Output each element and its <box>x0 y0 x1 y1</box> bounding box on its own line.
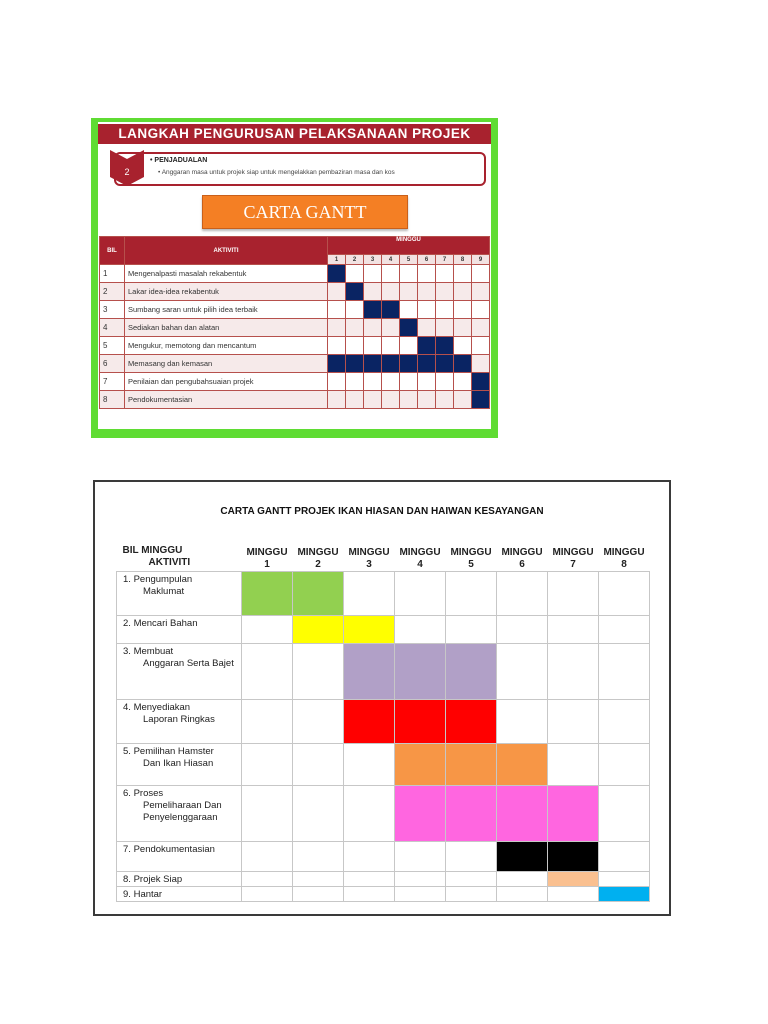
gantt-cell <box>599 887 650 902</box>
activity-number: 2. <box>123 618 131 629</box>
slide-title: LANGKAH PENGURUSAN PELAKSANAAN PROJEK <box>98 124 491 144</box>
activity-label <box>117 700 242 744</box>
gantt-bar <box>395 744 445 785</box>
step-subtext: • Anggaran masa untuk projek siap untuk mengelakkan pembaziran masa dan kos <box>158 169 395 176</box>
activity-row <box>117 644 650 700</box>
week-header-1 <box>242 545 293 572</box>
gantt-cell <box>293 644 344 700</box>
gantt-cell <box>446 744 497 786</box>
gantt-bar <box>446 700 496 743</box>
gantt-cell <box>446 572 497 616</box>
gantt-cell <box>599 842 650 872</box>
slide-row <box>100 355 490 373</box>
gantt-bar <box>548 872 598 886</box>
slide-row <box>100 319 490 337</box>
slide-gantt-table <box>99 236 490 409</box>
gantt-cell <box>344 786 395 842</box>
slide-gantt-cell <box>364 373 382 391</box>
slide-row <box>100 301 490 319</box>
carta-gantt-banner: CARTA GANTT <box>202 195 408 229</box>
slide-gantt-cell <box>472 265 490 283</box>
gantt-cell <box>548 616 599 644</box>
slide-gantt-cell <box>382 319 400 337</box>
activity-name: Membuat <box>133 646 174 657</box>
slide-week-7: 7 <box>436 255 454 265</box>
slide-gantt-bar <box>418 337 436 355</box>
slide-week-8: 8 <box>454 255 472 265</box>
gantt-cell <box>599 786 650 842</box>
week-header-2 <box>293 545 344 572</box>
gantt-cell <box>548 644 599 700</box>
week-header-4 <box>395 545 446 572</box>
slide-row-activity: Penilaian dan pengubahsuaian projek <box>125 373 328 391</box>
gantt-cell <box>446 842 497 872</box>
slide-gantt-cell <box>436 319 454 337</box>
week-header-number: 1 <box>264 559 270 570</box>
activity-name: Pemilihan Hamster <box>133 746 214 757</box>
activity-number: 9. <box>123 889 131 900</box>
activity-name-continued: Dan Ikan Hiasan <box>143 758 214 769</box>
activity-label <box>117 744 242 786</box>
gantt-bar <box>344 616 394 643</box>
gantt-bar <box>395 786 445 841</box>
slide-gantt-cell <box>418 301 436 319</box>
step-number: 2 <box>124 167 130 177</box>
activity-label <box>117 616 242 644</box>
activity-row <box>117 887 650 902</box>
gantt-bar <box>497 842 547 871</box>
week-header-number: 8 <box>621 559 627 570</box>
gantt-cell <box>293 786 344 842</box>
week-header-number: 6 <box>519 559 525 570</box>
activity-row <box>117 786 650 842</box>
gantt-cell <box>293 572 344 616</box>
week-header-word: MINGGU <box>246 547 288 558</box>
slide-gantt-cell <box>346 301 364 319</box>
activity-name-continued: Pemeliharaan Dan Penyelenggaraan <box>143 800 222 823</box>
gantt-cell <box>344 700 395 744</box>
slide-image <box>91 118 498 438</box>
slide-gantt-cell <box>472 355 490 373</box>
slide-gantt-bar <box>472 373 490 391</box>
gantt-cell <box>497 887 548 902</box>
slide-week-3: 3 <box>364 255 382 265</box>
slide-row-number: 4 <box>100 319 125 337</box>
gantt-cell <box>497 616 548 644</box>
slide-row <box>100 337 490 355</box>
week-header-number: 7 <box>570 559 576 570</box>
slide-row <box>100 391 490 409</box>
slide-gantt-cell <box>400 283 418 301</box>
week-header-word: MINGGU <box>450 547 492 558</box>
gantt-cell <box>344 616 395 644</box>
slide-gantt-cell <box>382 283 400 301</box>
gantt-cell <box>599 644 650 700</box>
gantt-cell <box>293 616 344 644</box>
gantt-bar <box>446 744 496 785</box>
gantt-cell <box>446 872 497 887</box>
gantt-bar <box>599 887 649 901</box>
step-heading: • PENJADUALAN <box>150 157 208 164</box>
slide-gantt-cell <box>328 373 346 391</box>
week-header-word: MINGGU <box>399 547 441 558</box>
slide-row-activity: Mengenalpasti masalah rekabentuk <box>125 265 328 283</box>
slide-row-number: 8 <box>100 391 125 409</box>
slide-row <box>100 265 490 283</box>
gantt-cell <box>548 744 599 786</box>
slide-gantt-cell <box>400 301 418 319</box>
gantt-chart-document <box>93 480 671 916</box>
slide-gantt-bar <box>418 355 436 373</box>
slide-gantt-bar <box>454 355 472 373</box>
gantt-cell <box>395 700 446 744</box>
gantt-cell <box>497 744 548 786</box>
activity-name-continued: Anggaran Serta Bajet <box>143 658 234 669</box>
gantt-cell <box>293 887 344 902</box>
gantt-cell <box>344 744 395 786</box>
slide-gantt-bar <box>364 355 382 373</box>
gantt-cell <box>242 842 293 872</box>
slide-gantt-cell <box>346 391 364 409</box>
gantt-cell <box>395 786 446 842</box>
gantt-cell <box>497 572 548 616</box>
slide-week-6: 6 <box>418 255 436 265</box>
gantt-cell <box>395 872 446 887</box>
slide-gantt-cell <box>454 265 472 283</box>
gantt-cell <box>395 644 446 700</box>
week-header-number: 3 <box>366 559 372 570</box>
activity-label <box>117 887 242 902</box>
activity-name: Pendokumentasian <box>133 844 215 855</box>
slide-gantt-cell <box>400 373 418 391</box>
activity-label <box>117 572 242 616</box>
week-header-7 <box>548 545 599 572</box>
activity-row <box>117 842 650 872</box>
slide-row-activity: Sediakan bahan dan alatan <box>125 319 328 337</box>
gantt-cell <box>242 786 293 842</box>
gantt-bar <box>344 644 394 699</box>
gantt-bar <box>548 842 598 871</box>
gantt-cell <box>548 887 599 902</box>
step-chevron-icon <box>110 150 144 186</box>
slide-gantt-cell <box>454 319 472 337</box>
gantt-cell <box>599 572 650 616</box>
slide-row-number: 2 <box>100 283 125 301</box>
slide-row-activity: Pendokumentasian <box>125 391 328 409</box>
slide-gantt-cell <box>436 373 454 391</box>
gantt-cell <box>548 786 599 842</box>
activity-name: Hantar <box>133 889 163 900</box>
slide-gantt-cell <box>436 301 454 319</box>
gantt-bar <box>548 786 598 841</box>
activity-number: 5. <box>123 746 131 757</box>
slide-row <box>100 283 490 301</box>
activity-row <box>117 616 650 644</box>
slide-row-activity: Mengukur, memotong dan mencantum <box>125 337 328 355</box>
slide-row-number: 5 <box>100 337 125 355</box>
gantt-cell <box>344 842 395 872</box>
gantt-bar <box>242 572 292 615</box>
header-bil-minggu-aktiviti <box>117 545 242 572</box>
slide-gantt-cell <box>328 337 346 355</box>
slide-gantt-bar <box>382 301 400 319</box>
activity-name: Proses <box>133 788 164 799</box>
gantt-cell <box>242 744 293 786</box>
gantt-table <box>116 545 650 902</box>
gantt-cell <box>242 872 293 887</box>
gantt-cell <box>395 887 446 902</box>
slide-gantt-cell <box>382 337 400 355</box>
activity-name-continued: Laporan Ringkas <box>143 714 215 725</box>
gantt-cell <box>497 700 548 744</box>
gantt-bar <box>446 786 496 841</box>
gantt-cell <box>599 700 650 744</box>
gantt-cell <box>497 842 548 872</box>
week-header-number: 2 <box>315 559 321 570</box>
slide-row-number: 7 <box>100 373 125 391</box>
gantt-cell <box>446 700 497 744</box>
activity-label <box>117 842 242 872</box>
slide-gantt-bar <box>364 301 382 319</box>
slide-gantt-cell <box>454 283 472 301</box>
slide-gantt-cell <box>418 265 436 283</box>
gantt-cell <box>548 700 599 744</box>
gantt-cell <box>293 700 344 744</box>
slide-gantt-bar <box>400 319 418 337</box>
slide-week-4: 4 <box>382 255 400 265</box>
week-header-6 <box>497 545 548 572</box>
col-weeks-header: MINGGU <box>328 237 490 255</box>
col-bil-header: BIL <box>100 237 125 265</box>
gantt-cell <box>446 887 497 902</box>
slide-week-9: 9 <box>472 255 490 265</box>
slide-gantt-bar <box>328 265 346 283</box>
activity-name: Projek Siap <box>133 874 183 885</box>
slide-gantt-cell <box>346 337 364 355</box>
gantt-cell <box>344 872 395 887</box>
slide-gantt-cell <box>472 319 490 337</box>
slide-gantt-cell <box>328 319 346 337</box>
activity-name-continued: Maklumat <box>143 586 185 597</box>
slide-gantt-cell <box>364 319 382 337</box>
slide-week-5: 5 <box>400 255 418 265</box>
gantt-cell <box>242 644 293 700</box>
gantt-cell <box>344 887 395 902</box>
slide-gantt-cell <box>364 283 382 301</box>
slide-gantt-cell <box>436 265 454 283</box>
activity-row <box>117 572 650 616</box>
slide-gantt-cell <box>364 391 382 409</box>
slide-gantt-cell <box>418 283 436 301</box>
gantt-cell <box>599 616 650 644</box>
gantt-cell <box>446 616 497 644</box>
slide-row-activity: Memasang dan kemasan <box>125 355 328 373</box>
slide-gantt-cell <box>418 391 436 409</box>
slide-gantt-cell <box>436 391 454 409</box>
week-header-number: 5 <box>468 559 474 570</box>
slide-week-2: 2 <box>346 255 364 265</box>
gantt-cell <box>599 744 650 786</box>
gantt-cell <box>242 700 293 744</box>
slide-gantt-cell <box>364 337 382 355</box>
gantt-cell <box>497 872 548 887</box>
week-header-number: 4 <box>417 559 423 570</box>
activity-name: Menyediakan <box>133 702 191 713</box>
slide-gantt-cell <box>472 337 490 355</box>
slide-gantt-cell <box>328 283 346 301</box>
slide-gantt-cell <box>436 283 454 301</box>
slide-gantt-cell <box>346 319 364 337</box>
week-header-8 <box>599 545 650 572</box>
activity-row <box>117 872 650 887</box>
slide-gantt-cell <box>400 337 418 355</box>
activity-row <box>117 744 650 786</box>
slide-gantt-cell <box>454 391 472 409</box>
header-bil: BIL <box>122 545 139 556</box>
slide-gantt-cell <box>418 319 436 337</box>
slide-gantt-cell <box>382 265 400 283</box>
slide-gantt-cell <box>328 301 346 319</box>
slide-gantt-cell <box>364 265 382 283</box>
col-activity-header: AKTIVITI <box>125 237 328 265</box>
slide-gantt-cell <box>472 283 490 301</box>
week-header-word: MINGGU <box>552 547 594 558</box>
slide-row-number: 3 <box>100 301 125 319</box>
slide-row <box>100 373 490 391</box>
slide-gantt-cell <box>400 391 418 409</box>
gantt-cell <box>446 786 497 842</box>
gantt-bar <box>497 786 547 841</box>
slide-gantt-bar <box>382 355 400 373</box>
activity-name: Mencari Bahan <box>133 618 198 629</box>
slide-content <box>98 122 491 429</box>
activity-name: Pengumpulan <box>133 574 193 585</box>
slide-gantt-cell <box>418 373 436 391</box>
activity-label <box>117 644 242 700</box>
gantt-bar <box>293 572 343 615</box>
slide-week-1: 1 <box>328 255 346 265</box>
gantt-cell <box>293 842 344 872</box>
gantt-bar <box>395 700 445 743</box>
gantt-cell <box>242 887 293 902</box>
gantt-cell <box>548 572 599 616</box>
gantt-cell <box>242 616 293 644</box>
slide-gantt-bar <box>436 355 454 373</box>
gantt-cell <box>242 572 293 616</box>
week-header-word: MINGGU <box>501 547 543 558</box>
gantt-bar <box>293 616 343 643</box>
slide-gantt-cell <box>346 265 364 283</box>
slide-gantt-cell <box>454 301 472 319</box>
slide-gantt-cell <box>454 373 472 391</box>
gantt-cell <box>395 572 446 616</box>
activity-number: 8. <box>123 874 131 885</box>
activity-number: 7. <box>123 844 131 855</box>
week-header-word: MINGGU <box>348 547 390 558</box>
gantt-cell <box>344 644 395 700</box>
week-header-3 <box>344 545 395 572</box>
header-minggu: MINGGU <box>141 545 183 556</box>
slide-gantt-cell <box>328 391 346 409</box>
slide-gantt-bar <box>328 355 346 373</box>
chart-title: CARTA GANTT PROJEK IKAN HIASAN DAN HAIWAN KESAYANGAN <box>220 506 544 517</box>
activity-label <box>117 872 242 887</box>
slide-gantt-cell <box>454 337 472 355</box>
week-header-5 <box>446 545 497 572</box>
slide-row-activity: Lakar idea-idea rekabentuk <box>125 283 328 301</box>
gantt-bar <box>344 700 394 743</box>
gantt-cell <box>395 616 446 644</box>
gantt-cell <box>344 572 395 616</box>
gantt-cell <box>548 872 599 887</box>
slide-row-number: 1 <box>100 265 125 283</box>
gantt-cell <box>497 644 548 700</box>
activity-number: 1. <box>123 574 131 585</box>
slide-gantt-bar <box>346 283 364 301</box>
header-aktiviti: AKTIVITI <box>148 557 191 568</box>
activity-number: 3. <box>123 646 131 657</box>
gantt-cell <box>446 644 497 700</box>
gantt-cell <box>548 842 599 872</box>
gantt-cell <box>293 744 344 786</box>
activity-number: 6. <box>123 788 131 799</box>
gantt-cell <box>395 744 446 786</box>
activity-number: 4. <box>123 702 131 713</box>
slide-gantt-bar <box>472 391 490 409</box>
gantt-cell <box>497 786 548 842</box>
slide-gantt-cell <box>400 265 418 283</box>
gantt-bar <box>395 644 445 699</box>
slide-gantt-cell <box>382 391 400 409</box>
slide-row-number: 6 <box>100 355 125 373</box>
gantt-cell <box>599 872 650 887</box>
gantt-cell <box>395 842 446 872</box>
gantt-bar <box>497 744 547 785</box>
week-header-word: MINGGU <box>297 547 339 558</box>
gantt-bar <box>446 644 496 699</box>
slide-row-activity: Sumbang saran untuk pilih idea terbaik <box>125 301 328 319</box>
week-header-word: MINGGU <box>603 547 645 558</box>
slide-gantt-cell <box>346 373 364 391</box>
slide-gantt-bar <box>346 355 364 373</box>
activity-label <box>117 786 242 842</box>
activity-row <box>117 700 650 744</box>
slide-gantt-cell <box>472 301 490 319</box>
gantt-cell <box>293 872 344 887</box>
slide-gantt-bar <box>400 355 418 373</box>
slide-gantt-bar <box>436 337 454 355</box>
slide-gantt-cell <box>382 373 400 391</box>
